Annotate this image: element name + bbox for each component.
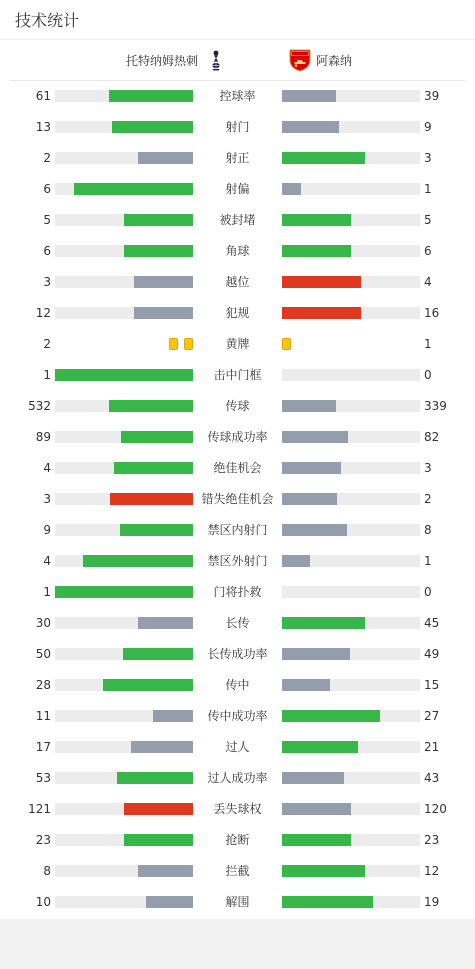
home-stat-bar (138, 617, 193, 629)
stat-label: 禁区内射门 (207, 523, 268, 537)
home-stat-value: 8 (43, 864, 51, 878)
away-stat-value: 23 (424, 833, 440, 847)
home-stat-bar-track (55, 214, 193, 226)
home-stat-bar (134, 276, 193, 288)
away-stat-bar (282, 648, 350, 660)
away-stat-bar-track (282, 183, 420, 195)
stat-label: 击中门框 (213, 368, 262, 382)
away-stat-bar-track (282, 152, 420, 164)
stat-label: 抢断 (225, 833, 250, 847)
home-stat-value: 2 (43, 151, 51, 165)
teams-header (10, 40, 465, 81)
stat-label: 长传成功率 (207, 647, 268, 661)
stat-label: 射门 (225, 120, 250, 134)
away-stat-bar (282, 121, 339, 133)
home-stat-bar-track (55, 865, 193, 877)
away-stat-bar-track (282, 90, 420, 102)
away-stat-bar-track (282, 214, 420, 226)
stat-label: 黄牌 (225, 337, 250, 351)
stat-label: 传球 (225, 399, 250, 413)
home-stat-value: 11 (35, 709, 51, 723)
away-stat-bar (282, 183, 301, 195)
away-stat-bar (282, 741, 358, 753)
stat-label: 丢失球权 (213, 802, 262, 816)
home-stat-value: 1 (43, 585, 51, 599)
away-stat-bar (282, 896, 373, 908)
stat-label: 犯规 (225, 306, 250, 320)
home-stat-bar (55, 586, 193, 598)
away-stat-value: 3 (424, 461, 432, 475)
stat-row (0, 763, 475, 794)
away-stat-value: 8 (424, 523, 432, 537)
away-stat-bar (282, 834, 351, 846)
home-stat-bar (103, 679, 193, 691)
away-stat-bar-track (282, 586, 420, 598)
home-stat-value: 532 (28, 399, 51, 413)
home-stat-bar-track (55, 462, 193, 474)
stat-row (0, 360, 475, 391)
stat-label: 门将扑救 (213, 585, 262, 599)
home-stat-bar-track (55, 586, 193, 598)
away-stat-value: 1 (424, 182, 432, 196)
away-stat-value: 49 (424, 647, 440, 661)
away-stat-bar (282, 307, 361, 319)
away-stat-value: 339 (424, 399, 447, 413)
home-stat-bar (146, 896, 193, 908)
home-stat-bar (123, 648, 193, 660)
home-stat-value: 2 (43, 337, 51, 351)
away-stat-bar (282, 617, 365, 629)
away-stat-bar-track (282, 710, 420, 722)
home-stat-bar-track (55, 710, 193, 722)
home-stat-value: 30 (35, 616, 51, 630)
away-stat-bar (282, 245, 351, 257)
stat-row (0, 577, 475, 608)
away-stat-value: 1 (424, 337, 432, 351)
away-stat-value: 6 (424, 244, 432, 258)
stat-row (0, 670, 475, 701)
stat-label: 控球率 (219, 89, 256, 103)
stat-label: 禁区外射门 (207, 554, 268, 568)
stat-row (0, 112, 475, 143)
home-stat-bar (131, 741, 193, 753)
stat-row (0, 515, 475, 546)
home-stat-bar (138, 152, 193, 164)
home-stat-bar (74, 183, 193, 195)
away-stat-value: 1 (424, 554, 432, 568)
stat-row (0, 205, 475, 236)
away-stat-value: 120 (424, 802, 447, 816)
away-stat-bar-track (282, 896, 420, 908)
stat-row (0, 546, 475, 577)
away-stat-bar (282, 555, 310, 567)
away-stat-value: 16 (424, 306, 440, 320)
home-stat-bar-track (55, 431, 193, 443)
away-stat-value: 12 (424, 864, 440, 878)
stat-label: 过人 (225, 740, 250, 754)
stat-label: 错失绝佳机会 (201, 492, 274, 506)
away-stat-bar-track (282, 400, 420, 412)
away-stat-bar (282, 214, 351, 226)
home-stat-bar-track (55, 741, 193, 753)
stat-row (0, 484, 475, 515)
away-stat-bar (282, 524, 347, 536)
away-stat-bar (282, 710, 380, 722)
away-stat-bar-track (282, 524, 420, 536)
away-stat-bar-track (282, 493, 420, 505)
stat-row (0, 81, 475, 112)
home-stat-bar (120, 524, 193, 536)
yellow-card-icon (184, 338, 193, 350)
home-stat-bar-track (55, 493, 193, 505)
away-stat-value: 27 (424, 709, 440, 723)
stat-row (0, 887, 475, 918)
home-stat-bar-track (55, 400, 193, 412)
away-stat-bar (282, 772, 344, 784)
home-stat-value: 121 (28, 802, 51, 816)
away-stat-bar (282, 152, 365, 164)
home-stat-value: 13 (35, 120, 51, 134)
away-stat-bar-track (282, 462, 420, 474)
home-stat-bar-track (55, 90, 193, 102)
away-stat-bar (282, 803, 351, 815)
away-stat-bar (282, 462, 341, 474)
home-stat-value: 17 (35, 740, 51, 754)
stat-label: 射正 (225, 151, 250, 165)
stat-row (0, 639, 475, 670)
away-stat-bar (282, 865, 365, 877)
stat-label: 解围 (225, 895, 250, 909)
stat-row (0, 608, 475, 639)
stat-label: 传中成功率 (207, 709, 268, 723)
home-stat-bar-track (55, 183, 193, 195)
home-stat-bar (134, 307, 193, 319)
home-stat-value: 3 (43, 492, 51, 506)
away-stat-bar-track (282, 121, 420, 133)
stat-row (0, 174, 475, 205)
stat-row (0, 794, 475, 825)
home-stat-value: 50 (35, 647, 51, 661)
home-stat-bar-track (55, 245, 193, 257)
home-stat-bar (114, 462, 193, 474)
stat-row (0, 422, 475, 453)
home-stat-bar-track (55, 679, 193, 691)
away-stat-bar-track (282, 679, 420, 691)
stat-label: 长传 (225, 616, 250, 630)
away-stat-value: 4 (424, 275, 432, 289)
home-stat-value: 4 (43, 554, 51, 568)
away-team-name: 阿森纳 (316, 53, 353, 68)
stat-row (0, 236, 475, 267)
home-team-name: 托特纳姆热刺 (125, 53, 198, 68)
home-stat-value: 53 (35, 771, 51, 785)
away-stat-value: 19 (424, 895, 440, 909)
away-stat-value: 9 (424, 120, 432, 134)
home-stat-bar (110, 493, 193, 505)
home-stat-bar (55, 369, 193, 381)
home-stat-bar-track (55, 524, 193, 536)
away-stat-value: 5 (424, 213, 432, 227)
home-stat-value: 28 (35, 678, 51, 692)
home-stat-value: 3 (43, 275, 51, 289)
stat-label: 射偏 (225, 182, 250, 196)
stat-label: 传中 (225, 678, 250, 692)
away-stat-bar (282, 679, 330, 691)
spurs-crest-icon (204, 48, 228, 72)
home-stat-bar (109, 400, 193, 412)
home-yellow-cards (169, 338, 193, 351)
away-stat-value: 15 (424, 678, 440, 692)
away-stat-bar (282, 90, 336, 102)
home-stat-bar-track (55, 152, 193, 164)
stat-row (0, 267, 475, 298)
home-stat-value: 5 (43, 213, 51, 227)
home-stat-bar (121, 431, 193, 443)
away-stat-value: 21 (424, 740, 440, 754)
home-team[interactable] (126, 40, 228, 80)
home-stat-value: 12 (35, 306, 51, 320)
stat-label: 角球 (225, 244, 250, 258)
page-title: 技术统计 (0, 0, 475, 40)
away-stat-bar (282, 276, 361, 288)
stats-list (0, 81, 475, 918)
away-stat-value: 45 (424, 616, 440, 630)
home-stat-bar (138, 865, 193, 877)
arsenal-crest-icon (288, 48, 312, 72)
home-stat-bar (83, 555, 193, 567)
home-stat-value: 6 (43, 244, 51, 258)
home-stat-value: 4 (43, 461, 51, 475)
home-stat-bar (109, 90, 193, 102)
home-stat-bar-track (55, 803, 193, 815)
away-stat-bar-track (282, 617, 420, 629)
stat-row (0, 143, 475, 174)
home-stat-bar (124, 245, 193, 257)
away-stat-bar (282, 400, 336, 412)
home-stat-value: 61 (35, 89, 51, 103)
yellow-card-icon (169, 338, 178, 350)
away-stat-bar-track (282, 741, 420, 753)
stat-label: 拦截 (225, 864, 250, 878)
away-yellow-cards (282, 338, 291, 351)
stat-label: 过人成功率 (207, 771, 268, 785)
away-stat-bar-track (282, 555, 420, 567)
home-stat-bar-track (55, 834, 193, 846)
away-stat-bar-track (282, 276, 420, 288)
stat-label: 传球成功率 (207, 430, 268, 444)
stat-row (0, 329, 475, 360)
home-stat-value: 23 (35, 833, 51, 847)
home-stat-bar (153, 710, 193, 722)
away-stat-bar-track (282, 307, 420, 319)
away-stat-bar (282, 493, 337, 505)
home-stat-bar-track (55, 896, 193, 908)
away-stat-value: 39 (424, 89, 440, 103)
yellow-card-icon (282, 338, 291, 350)
stat-row (0, 856, 475, 887)
home-stat-value: 1 (43, 368, 51, 382)
home-stat-bar-track (55, 772, 193, 784)
home-stat-bar-track (55, 648, 193, 660)
home-stat-bar (124, 834, 193, 846)
away-stat-value: 43 (424, 771, 440, 785)
home-stat-bar-track (55, 555, 193, 567)
home-stat-bar (124, 803, 193, 815)
away-stat-bar-track (282, 245, 420, 257)
stat-label: 被封堵 (219, 213, 256, 227)
away-stat-value: 0 (424, 368, 432, 382)
stat-row (0, 391, 475, 422)
away-stat-value: 3 (424, 151, 432, 165)
home-stat-bar (117, 772, 193, 784)
stat-row (0, 453, 475, 484)
away-stat-bar (282, 431, 348, 443)
home-stat-bar-track (55, 121, 193, 133)
stat-row (0, 825, 475, 856)
stat-label: 越位 (225, 275, 250, 289)
stat-label: 绝佳机会 (213, 461, 262, 475)
home-stat-bar-track (55, 276, 193, 288)
stat-row (0, 701, 475, 732)
away-stat-bar-track (282, 803, 420, 815)
stat-row (0, 298, 475, 329)
home-stat-value: 9 (43, 523, 51, 537)
away-stat-bar-track (282, 648, 420, 660)
away-stat-bar-track (282, 772, 420, 784)
away-stat-bar-track (282, 865, 420, 877)
home-stat-bar-track (55, 307, 193, 319)
away-stat-bar-track (282, 834, 420, 846)
away-stat-bar-track (282, 431, 420, 443)
home-stat-bar-track (55, 369, 193, 381)
home-stat-value: 10 (35, 895, 51, 909)
home-stat-bar (112, 121, 193, 133)
home-stat-value: 6 (43, 182, 51, 196)
home-stat-value: 89 (35, 430, 51, 444)
home-stat-bar (124, 214, 193, 226)
away-stat-value: 0 (424, 585, 432, 599)
away-stat-value: 82 (424, 430, 440, 444)
home-stat-bar-track (55, 617, 193, 629)
away-stat-bar-track (282, 369, 420, 381)
away-team[interactable] (288, 40, 352, 80)
away-stat-value: 2 (424, 492, 432, 506)
stat-row (0, 732, 475, 763)
